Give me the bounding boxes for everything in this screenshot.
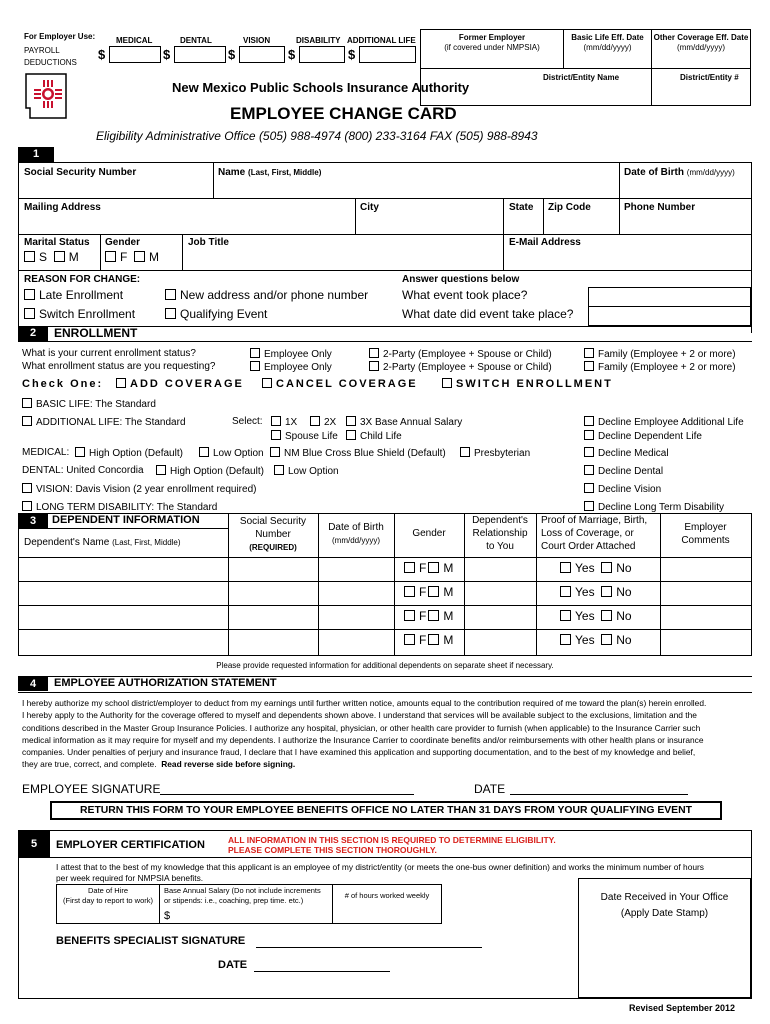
dep-ssn-required: (REQUIRED) xyxy=(249,543,297,552)
dep-row-3-gender xyxy=(404,609,453,623)
dep-1-proof-no-checkbox[interactable] xyxy=(601,562,612,573)
life-2x-label: 2X xyxy=(324,417,337,428)
dollar-sign: $ xyxy=(228,47,236,62)
current-status-question: What is your current enrollment status? xyxy=(22,348,196,359)
dep-ssn-label-2: Number xyxy=(255,529,291,540)
dep-relationship-label-2: Relationship xyxy=(472,528,528,539)
vision-deduction-field[interactable] xyxy=(239,46,285,63)
dep-2-proof-yes-checkbox[interactable] xyxy=(560,586,571,597)
dependent-name-sub: (Last, First, Middle) xyxy=(112,538,181,547)
requested-employee-only-checkbox[interactable] xyxy=(250,361,260,371)
form-title: EMPLOYEE CHANGE CARD xyxy=(230,104,457,123)
other-coverage-fmt: (mm/dd/yyyy) xyxy=(677,43,725,52)
cancel-coverage-label: CANCEL COVERAGE xyxy=(276,378,418,390)
read-reverse-note: Read reverse side before signing. xyxy=(161,759,296,770)
dep-3-male-checkbox[interactable] xyxy=(428,610,439,621)
late-enrollment-label: Late Enrollment xyxy=(39,288,124,302)
employer-comments-label: Employer xyxy=(684,522,727,533)
name-sub-label: (Last, First, Middle) xyxy=(248,168,322,177)
child-life-label: Child Life xyxy=(360,431,402,442)
two-party-label: 2-Party (Employee + Spouse or Child) xyxy=(383,362,552,373)
date-received-label: Date Received in Your Office xyxy=(600,892,729,903)
two-party-label: 2-Party (Employee + Spouse or Child) xyxy=(383,349,552,360)
city-label: City xyxy=(360,202,379,213)
yes-label: Yes xyxy=(575,585,595,599)
additional-life-deduction-field[interactable] xyxy=(359,46,416,63)
marital-married-checkbox[interactable] xyxy=(54,251,65,262)
dependent-info-title: DEPENDENT INFORMATION xyxy=(52,514,200,526)
dental-high-label: High Option (Default) xyxy=(170,466,264,477)
attest-text-2: per week required for NMPSIA benefits. xyxy=(56,873,204,883)
nm-bcbs-label: NM Blue Cross Blue Shield (Default) xyxy=(284,448,446,459)
vision-label: VISION: Davis Vision (2 year enrollment required) xyxy=(36,484,257,495)
dep-2-proof-no-checkbox[interactable] xyxy=(601,586,612,597)
return-form-text: RETURN THIS FORM TO YOUR EMPLOYEE BENEFITS OFFICE NO LATER THAN 31 DAYS FROM YOUR QUALIFYING EVENT xyxy=(80,805,692,816)
medical-deduction-field[interactable] xyxy=(109,46,161,63)
disability-col-label: DISABILITY xyxy=(296,36,341,45)
life-1x-checkbox[interactable] xyxy=(271,416,281,426)
child-life-checkbox[interactable] xyxy=(346,430,356,440)
employer-certification-title: EMPLOYER CERTIFICATION xyxy=(56,839,205,851)
family-label: Family (Employee + 2 or more) xyxy=(598,349,736,360)
authorization-line: companies. Under penalties of perjury and insurance fraud, I declare that I have examined this application and supporting documentation, and to the best of my knowledge and belief, xyxy=(22,747,696,758)
employee-only-label: Employee Only xyxy=(264,349,332,360)
section-3-number: 3 xyxy=(18,514,48,528)
low-option-label: Low Option xyxy=(213,448,264,459)
dep-dob-label: Date of Birth xyxy=(328,522,384,533)
current-2-party-checkbox[interactable] xyxy=(369,348,379,358)
decline-vision-label: Decline Vision xyxy=(598,484,662,495)
authorization-title: EMPLOYEE AUTHORIZATION STATEMENT xyxy=(54,677,277,689)
state-label: State xyxy=(509,202,534,213)
new-address-label: New address and/or phone number xyxy=(180,288,369,302)
decline-dependent-life-checkbox[interactable] xyxy=(584,430,594,440)
basic-life-eff-label: Basic Life Eff. Date xyxy=(571,33,644,42)
medical-label: MEDICAL: xyxy=(22,447,70,458)
male-label: M xyxy=(443,633,454,647)
basic-life-label: BASIC LIFE: The Standard xyxy=(36,399,156,410)
additional-dependents-note: Please provide requested information for additional dependents on separate sheet if necessary. xyxy=(216,661,554,670)
male-label: M xyxy=(443,585,454,599)
female-label: F xyxy=(419,561,427,575)
event-date-question-label: What date did event take place? xyxy=(402,307,574,321)
payroll-label: PAYROLL xyxy=(24,46,60,55)
life-3x-checkbox[interactable] xyxy=(346,416,356,426)
employer-comments-label-2: Comments xyxy=(681,535,730,546)
decline-additional-life-label: Decline Employee Additional Life xyxy=(598,417,744,428)
male-label: M xyxy=(443,561,454,575)
dep-row-1-proof xyxy=(560,561,632,575)
dollar-sign: $ xyxy=(98,47,106,62)
switch-enrollment-coverage-checkbox[interactable] xyxy=(442,378,452,388)
eligibility-warning: ALL INFORMATION IN THIS SECTION IS REQUIRED TO DETERMINE ELIGIBILITY. xyxy=(228,835,556,845)
gender-label: Gender xyxy=(105,237,141,248)
switch-enrollment-checkbox[interactable] xyxy=(24,308,35,319)
authorization-line: I hereby apply to the Authority for the coverage offered to myself and dependents shown above. I understand that services will be available subject to the exclusions, limitation and the xyxy=(22,710,697,721)
dental-col-label: DENTAL xyxy=(180,36,212,45)
additional-life-col-label: ADDITIONAL LIFE xyxy=(347,36,416,45)
male-label: M xyxy=(443,609,454,623)
dep-1-male-checkbox[interactable] xyxy=(428,562,439,573)
current-family-checkbox[interactable] xyxy=(584,348,594,358)
dep-row-4-gender xyxy=(404,633,453,647)
spouse-life-checkbox[interactable] xyxy=(271,430,281,440)
phone-label: Phone Number xyxy=(624,202,696,213)
benefits-specialist-signature-line[interactable] xyxy=(256,947,482,948)
male-label: M xyxy=(149,250,160,264)
female-label: F xyxy=(120,250,128,264)
decline-medical-label: Decline Medical xyxy=(598,448,669,459)
check-one-label: Check One: xyxy=(22,378,104,390)
revision-date: Revised September 2012 xyxy=(629,1003,736,1013)
dep-3-female-checkbox[interactable] xyxy=(404,610,415,621)
reason-for-change-label: REASON FOR CHANGE: xyxy=(24,274,141,285)
org-name: New Mexico Public Schools Insurance Authority xyxy=(172,80,470,95)
female-label: F xyxy=(419,633,427,647)
event-answer-field[interactable] xyxy=(588,287,751,307)
deductions-label: DEDUCTIONS xyxy=(24,58,77,67)
no-label: No xyxy=(616,585,632,599)
dep-row-3-proof xyxy=(560,609,632,623)
dep-gender-label: Gender xyxy=(412,528,446,539)
decline-dental-label: Decline Dental xyxy=(598,466,664,477)
authorization-line: I hereby authorize my school district/employer to deduct from my earnings until further written notice, amounts equal to the contribution required of me toward the plan(s) herein enrolled. xyxy=(22,698,707,708)
email-label: E-Mail Address xyxy=(509,237,581,248)
requested-2-party-checkbox[interactable] xyxy=(369,361,379,371)
high-option-label: High Option (Default) xyxy=(89,448,183,459)
yes-label: Yes xyxy=(575,609,595,623)
spouse-life-label: Spouse Life xyxy=(285,431,338,442)
dental-deduction-field[interactable] xyxy=(174,46,226,63)
switch-enrollment-coverage-label: SWITCH ENROLLMENT xyxy=(456,378,613,390)
authorization-line: conditions described in the Master Group Insurance Policies. I authorize any hospital, physician, or other health care provider to furnish (when applicable) to the Insurance Carrier such xyxy=(22,722,701,733)
dep-2-female-checkbox[interactable] xyxy=(404,586,415,597)
ssn-label: Social Security Number xyxy=(24,167,137,178)
apply-date-stamp-label: (Apply Date Stamp) xyxy=(620,908,709,919)
life-3x-label: 3X Base Annual Salary xyxy=(360,417,463,428)
life-2x-checkbox[interactable] xyxy=(310,416,320,426)
no-label: No xyxy=(616,609,632,623)
current-employee-only-checkbox[interactable] xyxy=(250,348,260,358)
presbyterian-checkbox[interactable] xyxy=(460,447,470,457)
ltd-checkbox[interactable] xyxy=(22,501,32,511)
ltd-label: LONG TERM DISABILITY: The Standard xyxy=(36,502,218,513)
employer-use-label: For Employer Use: xyxy=(24,32,96,41)
employee-signature-line[interactable] xyxy=(160,794,414,795)
yes-label: Yes xyxy=(575,561,595,575)
dental-low-label: Low Option xyxy=(288,466,339,477)
hours-worked-field[interactable] xyxy=(332,884,442,924)
life-1x-label: 1X xyxy=(285,417,298,428)
married-label: M xyxy=(68,250,79,264)
decline-medical-checkbox[interactable] xyxy=(584,447,594,457)
event-question-label: What event took place? xyxy=(402,288,528,302)
dental-high-option-checkbox[interactable] xyxy=(156,465,166,475)
proof-label-2: Loss of Coverage, or xyxy=(541,528,634,539)
dental-label: DENTAL: United Concordia xyxy=(22,465,144,476)
benefits-specialist-date-line[interactable] xyxy=(254,971,390,972)
dollar-sign: $ xyxy=(348,47,356,62)
female-label: F xyxy=(419,585,427,599)
ssn-input[interactable] xyxy=(24,178,212,196)
section-4-number: 4 xyxy=(18,677,48,691)
marital-single-checkbox[interactable] xyxy=(24,251,35,262)
decline-dental-checkbox[interactable] xyxy=(584,465,594,475)
basic-life-checkbox[interactable] xyxy=(22,398,32,408)
cancel-coverage-checkbox[interactable] xyxy=(262,378,272,388)
dep-relationship-label-3: to You xyxy=(486,541,514,552)
authorization-statement xyxy=(22,697,706,771)
dep-row-1-gender xyxy=(404,561,453,575)
employee-signature-label: EMPLOYEE SIGNATURE xyxy=(22,782,161,796)
requested-family-checkbox[interactable] xyxy=(584,361,594,371)
former-employer-label: Former Employer xyxy=(458,33,526,42)
complete-thoroughly-warning: PLEASE COMPLETE THIS SECTION THOROUGHLY. xyxy=(228,845,437,855)
add-coverage-checkbox[interactable] xyxy=(116,378,126,388)
authorization-line: they are true, correct, and complete. xyxy=(22,759,157,770)
family-label: Family (Employee + 2 or more) xyxy=(598,362,736,373)
nm-bcbs-checkbox[interactable] xyxy=(270,447,280,457)
attest-text: I attest that to the best of my knowledge that this applicant is an employee of my district/entity (or meets the one-bus owner definition) and works the minimum number of hours xyxy=(56,862,704,872)
other-coverage-eff-label: Other Coverage Eff. Date xyxy=(653,33,749,42)
new-mexico-zia-logo-icon xyxy=(22,72,72,124)
disability-deduction-field[interactable] xyxy=(299,46,345,63)
no-label: No xyxy=(616,633,632,647)
salary-dollar-sign: $ xyxy=(164,910,171,922)
gender-male-checkbox[interactable] xyxy=(134,251,145,262)
decline-ltd-checkbox[interactable] xyxy=(584,501,594,511)
single-label: S xyxy=(39,250,48,264)
date-of-hire-sub: (First day to report to work) xyxy=(62,896,154,905)
dep-4-proof-yes-checkbox[interactable] xyxy=(560,634,571,645)
dep-4-proof-no-checkbox[interactable] xyxy=(601,634,612,645)
section-1-number: 1 xyxy=(18,147,54,162)
proof-label: Proof of Marriage, Birth, xyxy=(541,515,648,526)
dependent-name-label: Dependent's Name xyxy=(24,537,110,548)
section-5-number: 5 xyxy=(18,831,50,857)
add-coverage-label: ADD COVERAGE xyxy=(130,378,244,390)
name-label: Name xyxy=(218,167,246,178)
former-employer-sub: (if covered under NMPSIA) xyxy=(444,43,540,52)
switch-enrollment-label: Switch Enrollment xyxy=(39,307,136,321)
dep-1-proof-yes-checkbox[interactable] xyxy=(560,562,571,573)
employee-date-label: DATE xyxy=(474,782,506,796)
employee-date-line[interactable] xyxy=(510,794,688,795)
dental-low-option-checkbox[interactable] xyxy=(274,465,284,475)
decline-dependent-life-label: Decline Dependent Life xyxy=(598,431,702,442)
contact-line: Eligibility Administrative Office (505) 988-4974 (800) 233-3164 FAX (505) 988-8943 xyxy=(96,129,538,143)
dep-row-2-proof xyxy=(560,585,632,599)
dep-4-male-checkbox[interactable] xyxy=(428,634,439,645)
job-title-label: Job Title xyxy=(188,237,229,248)
return-form-notice xyxy=(50,801,722,820)
select-label: Select: xyxy=(232,416,263,427)
district-name-label: District/Entity Name xyxy=(543,73,620,82)
dep-ssn-label: Social Security xyxy=(239,516,307,527)
requesting-status-question: What enrollment status are you requesting? xyxy=(22,361,216,372)
dep-1-female-checkbox[interactable] xyxy=(404,562,415,573)
additional-life-label: ADDITIONAL LIFE: The Standard xyxy=(36,417,186,428)
late-enrollment-checkbox[interactable] xyxy=(24,289,35,300)
additional-life-checkbox[interactable] xyxy=(22,416,32,426)
dep-4-female-checkbox[interactable] xyxy=(404,634,415,645)
decline-vision-checkbox[interactable] xyxy=(584,483,594,493)
answer-questions-label: Answer questions below xyxy=(402,274,520,285)
dollar-sign: $ xyxy=(288,47,296,62)
dep-relationship-label: Dependent's xyxy=(472,515,528,526)
medical-high-option-checkbox[interactable] xyxy=(75,447,85,457)
decline-additional-life-checkbox[interactable] xyxy=(584,416,594,426)
qualifying-event-checkbox[interactable] xyxy=(165,308,176,319)
medical-col-label: MEDICAL xyxy=(116,36,153,45)
dollar-sign: $ xyxy=(163,47,171,62)
district-num-label: District/Entity # xyxy=(680,73,739,82)
benefits-specialist-signature-label: BENEFITS SPECIALIST SIGNATURE xyxy=(56,935,246,947)
enrollment-title: ENROLLMENT xyxy=(54,326,138,340)
vision-checkbox[interactable] xyxy=(22,483,32,493)
decline-ltd-label: Decline Long Term Disability xyxy=(598,502,724,513)
base-salary-sub: or stipends: i.e., coaching, prep time. etc.) xyxy=(164,896,304,905)
authorization-line: medical information as it may require for myself and my dependents. I authorize the Insurance Carrier to coordinate benefits and/or reimbursements with other health plans or insurance xyxy=(22,734,704,745)
gender-female-checkbox[interactable] xyxy=(105,251,116,262)
base-salary-label: Base Annual Salary (Do not include increments xyxy=(164,886,321,895)
dep-row-4-proof xyxy=(560,633,632,647)
yes-label: Yes xyxy=(575,633,595,647)
dep-2-male-checkbox[interactable] xyxy=(428,586,439,597)
mailing-address-label: Mailing Address xyxy=(24,202,101,213)
hours-worked-label: # of hours worked weekly xyxy=(344,891,430,900)
presbyterian-label: Presbyterian xyxy=(474,448,531,459)
date-of-hire-label: Date of Hire xyxy=(87,886,129,895)
qualifying-event-label: Qualifying Event xyxy=(180,307,268,321)
dep-3-proof-no-checkbox[interactable] xyxy=(601,610,612,621)
new-address-checkbox[interactable] xyxy=(165,289,176,300)
event-date-answer-field[interactable] xyxy=(588,306,751,326)
no-label: No xyxy=(616,561,632,575)
dob-label: Date of Birth xyxy=(624,167,684,178)
vision-col-label: VISION xyxy=(243,36,271,45)
marital-status-label: Marital Status xyxy=(24,237,90,248)
zip-label: Zip Code xyxy=(548,202,591,213)
benefits-specialist-date-label: DATE xyxy=(218,959,248,971)
female-label: F xyxy=(419,609,427,623)
dep-3-proof-yes-checkbox[interactable] xyxy=(560,610,571,621)
basic-life-fmt: (mm/dd/yyyy) xyxy=(583,43,632,52)
dep-dob-sub: (mm/dd/yyyy) xyxy=(332,536,380,545)
medical-low-option-checkbox[interactable] xyxy=(199,447,209,457)
dob-sub-label: (mm/dd/yyyy) xyxy=(686,168,735,177)
section-2-number: 2 xyxy=(18,326,48,341)
proof-label-3: Court Order Attached xyxy=(541,541,636,552)
employee-only-label: Employee Only xyxy=(264,362,332,373)
dep-row-2-gender xyxy=(404,585,453,599)
